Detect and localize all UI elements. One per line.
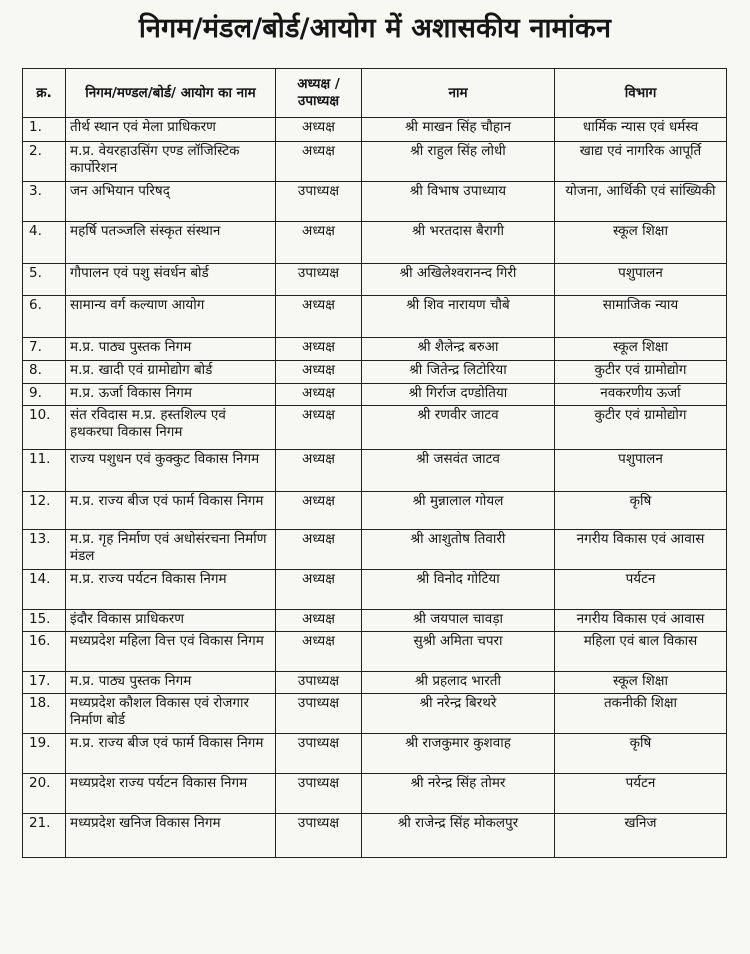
table-row xyxy=(23,774,727,814)
row-post: उपाध्यक्ष xyxy=(276,672,362,694)
row-serial: 20. xyxy=(23,774,66,814)
row-person-name: श्री राहुल सिंह लोधी xyxy=(362,142,555,182)
table-row xyxy=(23,734,727,774)
table-header-row xyxy=(23,69,727,118)
table-row xyxy=(23,406,727,450)
row-department: धार्मिक न्यास एवं धर्मस्व xyxy=(555,118,727,142)
row-post: उपाध्यक्ष xyxy=(276,264,362,296)
table-row xyxy=(23,450,727,492)
table-row xyxy=(23,694,727,734)
row-person-name: श्री आशुतोष तिवारी xyxy=(362,530,555,570)
row-person-name: श्री राजकुमार कुशवाह xyxy=(362,734,555,774)
row-person-name: श्री जयपाल चावड़ा xyxy=(362,610,555,632)
row-department: कृषि xyxy=(555,734,727,774)
row-post: अध्यक्ष xyxy=(276,384,362,406)
row-person-name: श्री माखन सिंह चौहान xyxy=(362,118,555,142)
row-post: अध्यक्ष xyxy=(276,570,362,610)
table-row xyxy=(23,142,727,182)
table-row xyxy=(23,182,727,222)
row-post: अध्यक्ष xyxy=(276,492,362,530)
row-organization: म.प्र. वेयरहाउसिंग एण्ड लॉजिस्टिक कार्पोरेशन xyxy=(66,142,276,182)
row-person-name: श्री नरेन्द्र सिंह तोमर xyxy=(362,774,555,814)
row-person-name: श्री रणवीर जाटव xyxy=(362,406,555,450)
row-serial: 16. xyxy=(23,632,66,672)
row-organization: मध्यप्रदेश खनिज विकास निगम xyxy=(66,814,276,858)
header-serial: क्र. xyxy=(23,69,66,118)
row-organization: महर्षि पतञ्जलि संस्कृत संस्थान xyxy=(66,222,276,264)
row-department: नगरीय विकास एवं आवास xyxy=(555,530,727,570)
row-department: पशुपालन xyxy=(555,450,727,492)
row-serial: 13. xyxy=(23,530,66,570)
row-department: स्कूल शिक्षा xyxy=(555,672,727,694)
row-organization: राज्य पशुधन एवं कुक्कुट विकास निगम xyxy=(66,450,276,492)
table-row xyxy=(23,530,727,570)
row-person-name: श्री गिर्राज दण्डोतिया xyxy=(362,384,555,406)
table-row xyxy=(23,610,727,632)
row-person-name: श्री मुन्नालाल गोयल xyxy=(362,492,555,530)
row-person-name: श्री जसवंत जाटव xyxy=(362,450,555,492)
page-title: निगम/मंडल/बोर्ड/आयोग में अशासकीय नामांकन xyxy=(138,13,612,44)
row-serial: 4. xyxy=(23,222,66,264)
row-department: पर्यटन xyxy=(555,570,727,610)
row-organization: मध्यप्रदेश कौशल विकास एवं रोजगार निर्माण बोर्ड xyxy=(66,694,276,734)
row-serial: 18. xyxy=(23,694,66,734)
row-organization: तीर्थ स्थान एवं मेला प्राधिकरण xyxy=(66,118,276,142)
row-post: अध्यक्ष xyxy=(276,296,362,338)
table-row xyxy=(23,118,727,142)
row-department: कृषि xyxy=(555,492,727,530)
row-organization: म.प्र. पाठ्य पुस्तक निगम xyxy=(66,672,276,694)
row-department: खनिज xyxy=(555,814,727,858)
row-department: कुटीर एवं ग्रामोद्योग xyxy=(555,361,727,384)
table-row xyxy=(23,632,727,672)
row-organization: गौपालन एवं पशु संवर्धन बोर्ड xyxy=(66,264,276,296)
row-serial: 5. xyxy=(23,264,66,296)
row-department: खाद्य एवं नागरिक आपूर्ति xyxy=(555,142,727,182)
row-post: अध्यक्ष xyxy=(276,632,362,672)
row-person-name: श्री शैलेन्द्र बरुआ xyxy=(362,338,555,361)
table-row xyxy=(23,264,727,296)
row-department: पशुपालन xyxy=(555,264,727,296)
table-row xyxy=(23,570,727,610)
row-post: अध्यक्ष xyxy=(276,118,362,142)
row-department: तकनीकी शिक्षा xyxy=(555,694,727,734)
row-organization: म.प्र. राज्य बीज एवं फार्म विकास निगम xyxy=(66,734,276,774)
row-department: योजना, आर्थिकी एवं सांख्यिकी xyxy=(555,182,727,222)
row-organization: संत रविदास म.प्र. हस्तशिल्प एवं हथकरघा विकास निगम xyxy=(66,406,276,450)
row-person-name: श्री भरतदास बैरागी xyxy=(362,222,555,264)
row-organization: सामान्य वर्ग कल्याण आयोग xyxy=(66,296,276,338)
row-person-name: श्री विनोद गोटिया xyxy=(362,570,555,610)
row-organization: म.प्र. राज्य बीज एवं फार्म विकास निगम xyxy=(66,492,276,530)
row-department: पर्यटन xyxy=(555,774,727,814)
row-post: उपाध्यक्ष xyxy=(276,814,362,858)
row-post: अध्यक्ष xyxy=(276,406,362,450)
row-person-name: श्री प्रहलाद भारती xyxy=(362,672,555,694)
row-person-name: सुश्री अमिता चपरा xyxy=(362,632,555,672)
row-organization: म.प्र. राज्य पर्यटन विकास निगम xyxy=(66,570,276,610)
row-post: अध्यक्ष xyxy=(276,361,362,384)
row-person-name: श्री शिव नारायण चौबे xyxy=(362,296,555,338)
header-post: अध्यक्ष / उपाध्यक्ष xyxy=(276,69,362,118)
row-serial: 19. xyxy=(23,734,66,774)
row-department: नगरीय विकास एवं आवास xyxy=(555,610,727,632)
row-organization: म.प्र. गृह निर्माण एवं अधोसंरचना निर्माण मंडल xyxy=(66,530,276,570)
row-post: अध्यक्ष xyxy=(276,222,362,264)
table-row xyxy=(23,361,727,384)
row-organization: म.प्र. खादी एवं ग्रामोद्योग बोर्ड xyxy=(66,361,276,384)
row-department: कुटीर एवं ग्रामोद्योग xyxy=(555,406,727,450)
table-row xyxy=(23,384,727,406)
table-row xyxy=(23,814,727,858)
row-organization: इंदौर विकास प्राधिकरण xyxy=(66,610,276,632)
row-post: उपाध्यक्ष xyxy=(276,694,362,734)
row-organization: मध्यप्रदेश राज्य पर्यटन विकास निगम xyxy=(66,774,276,814)
row-post: उपाध्यक्ष xyxy=(276,734,362,774)
row-post: अध्यक्ष xyxy=(276,450,362,492)
row-serial: 2. xyxy=(23,142,66,182)
row-person-name: श्री नरेन्द्र बिरथरे xyxy=(362,694,555,734)
table-row xyxy=(23,338,727,361)
row-post: उपाध्यक्ष xyxy=(276,182,362,222)
header-department: विभाग xyxy=(555,69,727,118)
row-serial: 1. xyxy=(23,118,66,142)
nominations-table xyxy=(22,68,727,858)
row-organization: मध्यप्रदेश महिला वित्त एवं विकास निगम xyxy=(66,632,276,672)
row-person-name: श्री जितेन्द्र लिटोरिया xyxy=(362,361,555,384)
header-name: नाम xyxy=(362,69,555,118)
table-row xyxy=(23,672,727,694)
row-department: महिला एवं बाल विकास xyxy=(555,632,727,672)
row-serial: 7. xyxy=(23,338,66,361)
row-post: अध्यक्ष xyxy=(276,338,362,361)
row-post: उपाध्यक्ष xyxy=(276,774,362,814)
row-organization: म.प्र. ऊर्जा विकास निगम xyxy=(66,384,276,406)
table-body xyxy=(23,118,727,858)
row-department: सामाजिक न्याय xyxy=(555,296,727,338)
row-person-name: श्री अखिलेश्वरानन्द गिरी xyxy=(362,264,555,296)
row-serial: 17. xyxy=(23,672,66,694)
row-serial: 15. xyxy=(23,610,66,632)
row-serial: 6. xyxy=(23,296,66,338)
row-post: अध्यक्ष xyxy=(276,530,362,570)
row-organization: जन अभियान परिषद् xyxy=(66,182,276,222)
table-row xyxy=(23,492,727,530)
table-row xyxy=(23,222,727,264)
row-serial: 8. xyxy=(23,361,66,384)
row-person-name: श्री राजेन्द्र सिंह मोकलपुर xyxy=(362,814,555,858)
row-post: अध्यक्ष xyxy=(276,610,362,632)
row-serial: 12. xyxy=(23,492,66,530)
row-post: अध्यक्ष xyxy=(276,142,362,182)
table-row xyxy=(23,296,727,338)
row-serial: 21. xyxy=(23,814,66,858)
row-serial: 3. xyxy=(23,182,66,222)
row-serial: 9. xyxy=(23,384,66,406)
row-person-name: श्री विभाष उपाध्याय xyxy=(362,182,555,222)
row-serial: 11. xyxy=(23,450,66,492)
row-department: स्कूल शिक्षा xyxy=(555,338,727,361)
row-organization: म.प्र. पाठ्य पुस्तक निगम xyxy=(66,338,276,361)
row-serial: 10. xyxy=(23,406,66,450)
row-department: नवकरणीय ऊर्जा xyxy=(555,384,727,406)
row-serial: 14. xyxy=(23,570,66,610)
header-organization: निगम/मण्डल/बोर्ड/ आयोग का नाम xyxy=(66,69,276,118)
row-department: स्कूल शिक्षा xyxy=(555,222,727,264)
